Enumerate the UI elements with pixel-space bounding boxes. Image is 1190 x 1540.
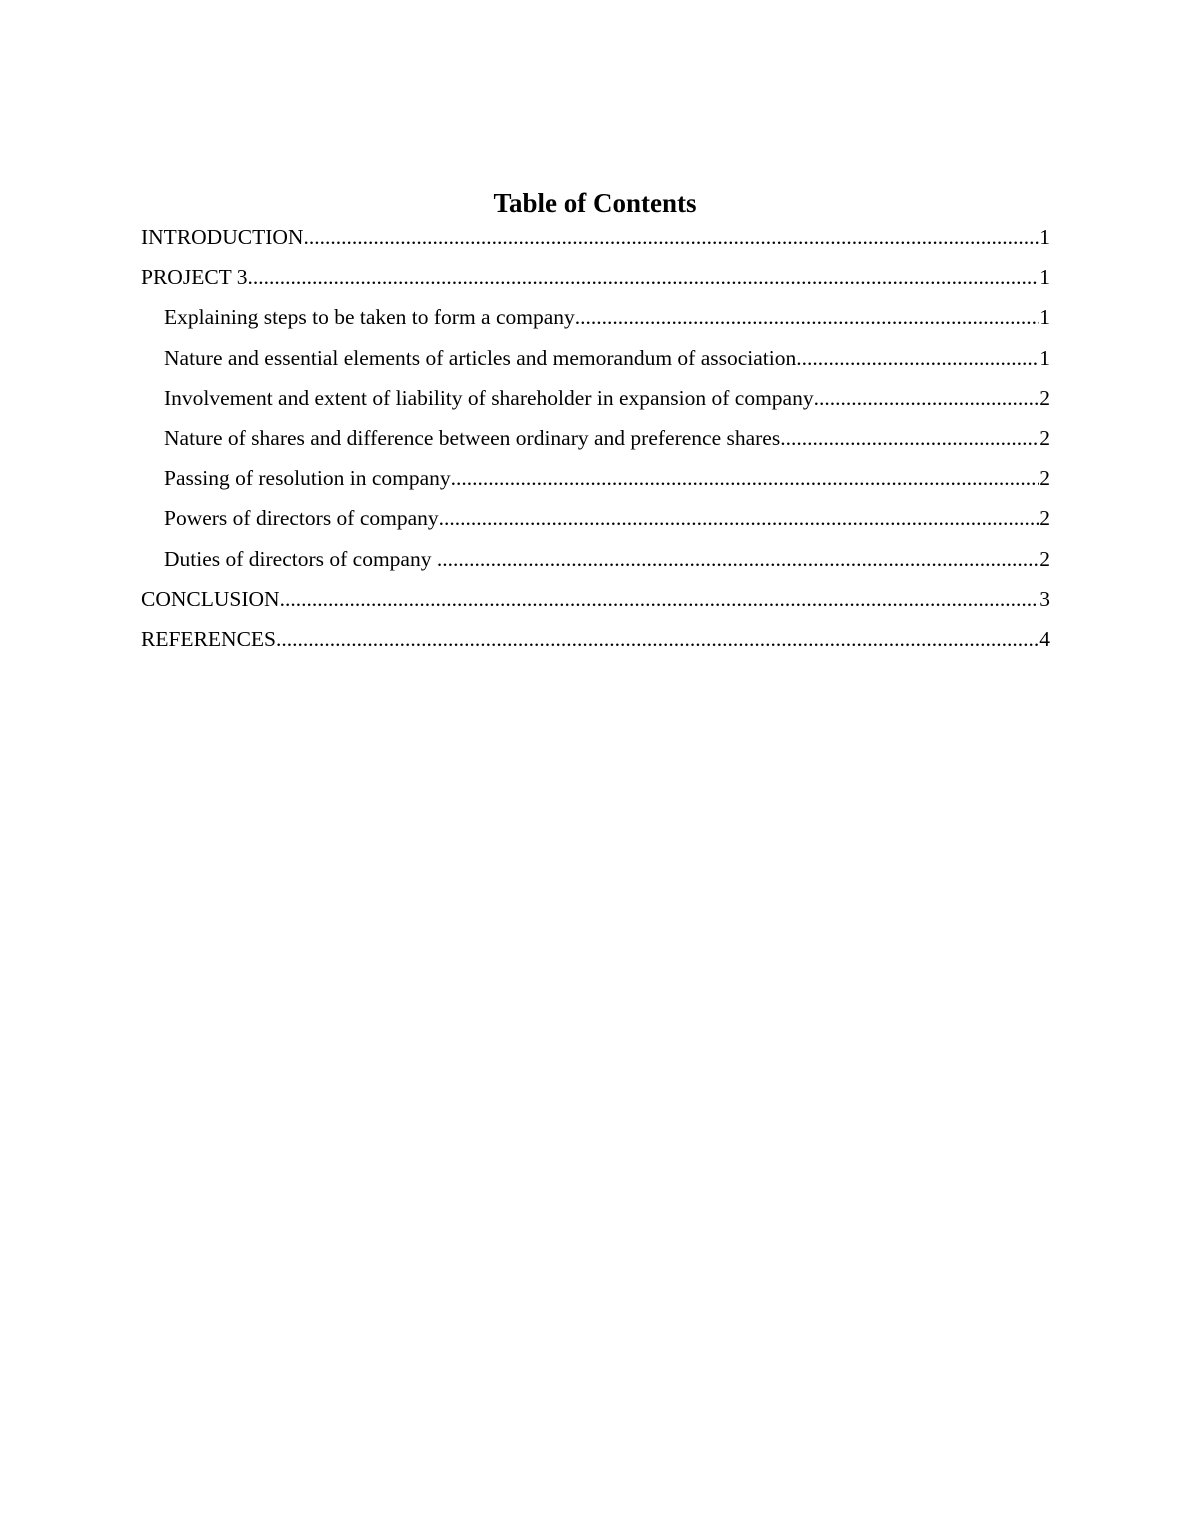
toc-dot-leader bbox=[437, 544, 1039, 574]
toc-entry-powers-of-directors[interactable] bbox=[141, 503, 1050, 543]
toc-dot-leader bbox=[780, 423, 1039, 453]
toc-dot-leader bbox=[248, 262, 1040, 292]
toc-dot-leader bbox=[451, 463, 1040, 493]
toc-entry-label: Nature and essential elements of articles and memorandum of association bbox=[164, 345, 797, 370]
toc-dot-leader bbox=[439, 503, 1040, 533]
toc-entry-introduction[interactable] bbox=[141, 222, 1050, 262]
toc-entry-label: Explaining steps to be taken to form a company bbox=[164, 305, 575, 330]
toc-page-number: 1 bbox=[1039, 305, 1050, 330]
toc-entry-articles-and-memorandum[interactable] bbox=[141, 343, 1050, 383]
toc-entry-label: PROJECT 3 bbox=[141, 265, 248, 290]
toc-entry-label: REFERENCES bbox=[141, 626, 276, 651]
toc-entry-project-3[interactable] bbox=[141, 262, 1050, 302]
toc-title: Table of Contents bbox=[493, 188, 697, 218]
table-of-contents bbox=[141, 222, 1050, 664]
toc-entry-shareholder-liability[interactable] bbox=[141, 383, 1050, 423]
toc-page-number: 2 bbox=[1039, 385, 1050, 410]
toc-entry-label: Involvement and extent of liability of shareholder in expansion of company bbox=[164, 385, 814, 410]
toc-entry-references[interactable] bbox=[141, 624, 1050, 664]
toc-entry-passing-of-resolution[interactable] bbox=[141, 463, 1050, 503]
toc-entry-duties-of-directors[interactable] bbox=[141, 544, 1050, 584]
toc-entry-label: Passing of resolution in company bbox=[164, 466, 451, 491]
toc-page-number: 2 bbox=[1039, 506, 1050, 531]
toc-entry-steps-to-form-company[interactable] bbox=[141, 302, 1050, 342]
toc-page-number: 2 bbox=[1039, 466, 1050, 491]
toc-page-number: 1 bbox=[1039, 345, 1050, 370]
toc-page-number: 1 bbox=[1039, 225, 1050, 249]
toc-entry-label: INTRODUCTION bbox=[141, 225, 304, 249]
toc-page-number: 2 bbox=[1039, 425, 1050, 450]
toc-page-number: 4 bbox=[1039, 626, 1050, 651]
toc-dot-leader bbox=[575, 302, 1039, 332]
toc-entry-conclusion[interactable] bbox=[141, 584, 1050, 624]
toc-dot-leader bbox=[796, 343, 1039, 373]
toc-dot-leader bbox=[280, 584, 1040, 614]
toc-entry-label: Powers of directors of company bbox=[164, 506, 439, 531]
toc-entry-label: Nature of shares and difference between ordinary and preference shares bbox=[164, 425, 781, 450]
toc-dot-leader bbox=[814, 383, 1040, 413]
toc-page-number: 3 bbox=[1039, 586, 1050, 611]
toc-entry-label: Duties of directors of company bbox=[164, 546, 437, 571]
toc-entry-nature-of-shares[interactable] bbox=[141, 423, 1050, 463]
toc-dot-leader bbox=[276, 624, 1039, 654]
toc-page-number: 1 bbox=[1039, 265, 1050, 290]
toc-entry-label: CONCLUSION bbox=[141, 586, 280, 611]
toc-dot-leader bbox=[303, 222, 1039, 252]
toc-page-number: 2 bbox=[1039, 546, 1050, 571]
